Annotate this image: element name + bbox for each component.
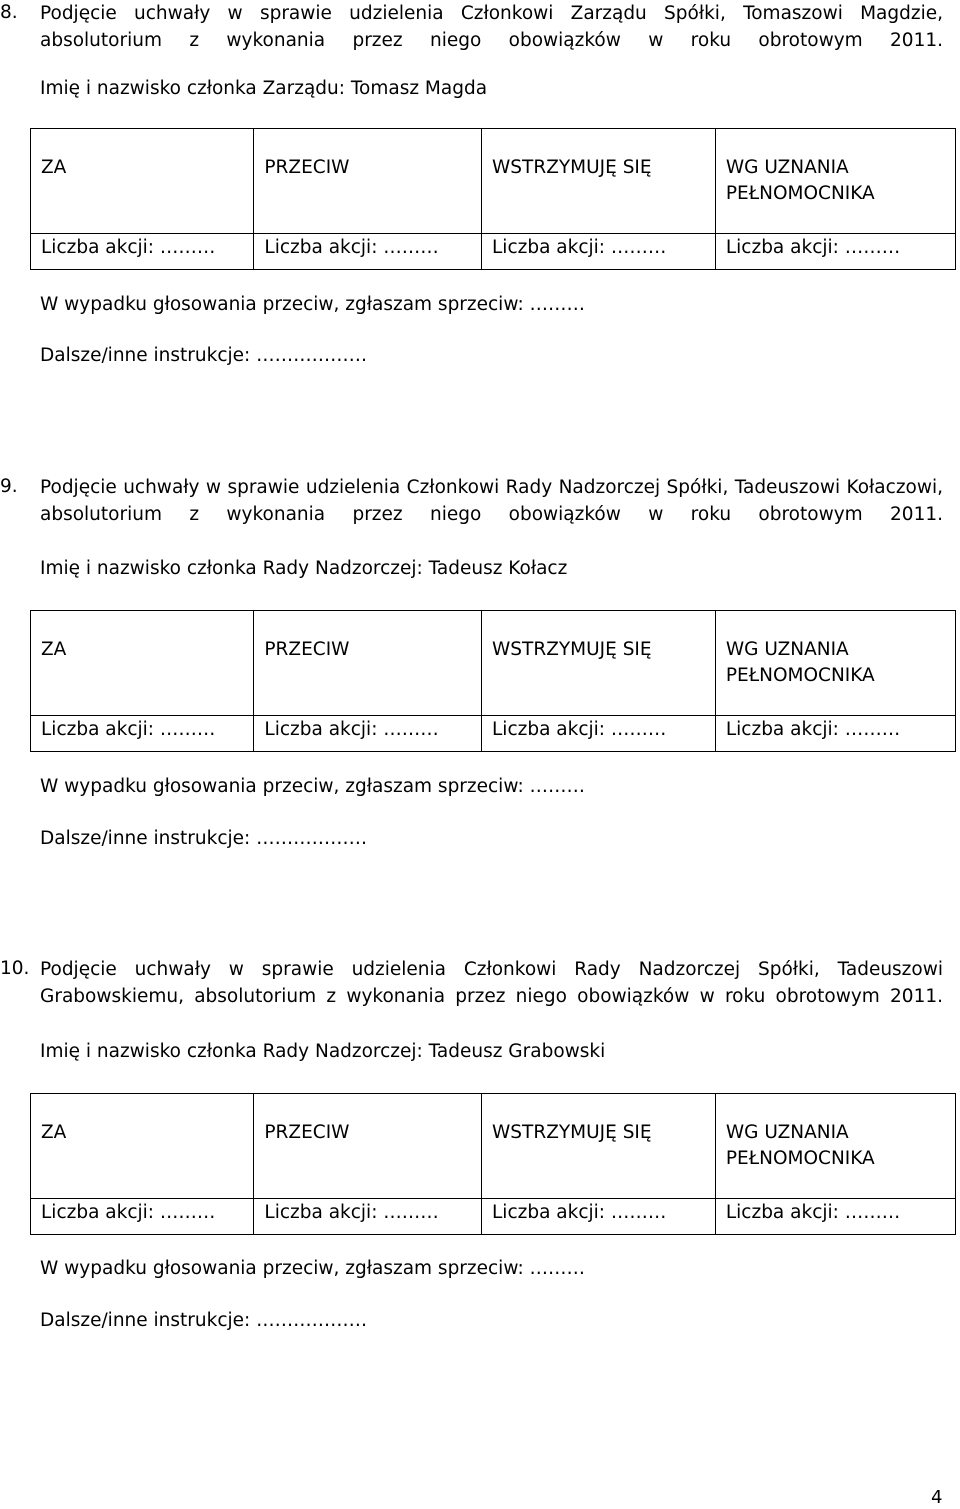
vote-option-proxy-discretion[interactable]: WG UZNANIA PEŁNOMOCNIKA	[715, 1094, 955, 1199]
objection-line[interactable]: W wypadku głosowania przeciw, zgłaszam sprzeciw: ………	[40, 294, 586, 315]
instructions-line[interactable]: Dalsze/inne instrukcje: ………………	[40, 345, 368, 366]
share-count-proxy-discretion[interactable]: Liczba akcji: ………	[715, 234, 955, 270]
vote-option-for[interactable]: ZA	[31, 1094, 254, 1199]
member-name-line: Imię i nazwisko członka Rady Nadzorczej: Tadeusz Kołacz	[40, 558, 568, 579]
member-name-line: Imię i nazwisko członka Rady Nadzorczej: Tadeusz Grabowski	[40, 1041, 606, 1062]
share-count-proxy-discretion[interactable]: Liczba akcji: ………	[715, 1199, 955, 1235]
objection-line[interactable]: W wypadku głosowania przeciw, zgłaszam sprzeciw: ………	[40, 776, 586, 797]
share-count-against[interactable]: Liczba akcji: ………	[254, 716, 482, 752]
objection-line[interactable]: W wypadku głosowania przeciw, zgłaszam sprzeciw: ………	[40, 1258, 586, 1279]
vote-table	[30, 128, 956, 270]
section-number: 10.	[0, 958, 30, 979]
share-count-for[interactable]: Liczba akcji: ………	[31, 716, 254, 752]
instructions-line[interactable]: Dalsze/inne instrukcje: ………………	[40, 828, 368, 849]
share-count-for[interactable]: Liczba akcji: ………	[31, 1199, 254, 1235]
instructions-line[interactable]: Dalsze/inne instrukcje: ………………	[40, 1310, 368, 1331]
vote-table	[30, 1093, 956, 1235]
vote-option-abstain[interactable]: WSTRZYMUJĘ SIĘ	[482, 1094, 716, 1199]
vote-option-proxy-discretion[interactable]: WG UZNANIA PEŁNOMOCNIKA	[715, 129, 955, 234]
vote-option-for[interactable]: ZA	[31, 129, 254, 234]
section-number: 9.	[0, 476, 18, 497]
vote-option-proxy-discretion[interactable]: WG UZNANIA PEŁNOMOCNIKA	[715, 611, 955, 716]
share-count-against[interactable]: Liczba akcji: ………	[254, 1199, 482, 1235]
vote-option-abstain[interactable]: WSTRZYMUJĘ SIĘ	[482, 129, 716, 234]
vote-table	[30, 610, 956, 752]
share-count-for[interactable]: Liczba akcji: ………	[31, 234, 254, 270]
share-count-abstain[interactable]: Liczba akcji: ………	[482, 234, 716, 270]
vote-option-against[interactable]: PRZECIW	[254, 129, 482, 234]
resolution-text: Podjęcie uchwały w sprawie udzielenia Członkowi Rady Nadzorczej Spółki, Tadeuszowi Grabowskiemu, absolutorium z wykonania przez niego obowiązków w roku obrotowym 2011.	[40, 959, 943, 1007]
resolution-text: Podjęcie uchwały w sprawie udzielenia Członkowi Rady Nadzorczej Spółki, Tadeuszowi Kołaczowi, absolutorium z wykonania przez niego obowiązków w roku obrotowym 2011.	[40, 477, 943, 525]
vote-option-for[interactable]: ZA	[31, 611, 254, 716]
share-count-abstain[interactable]: Liczba akcji: ………	[482, 1199, 716, 1235]
member-name-line: Imię i nazwisko członka Zarządu: Tomasz Magda	[40, 78, 488, 99]
vote-option-abstain[interactable]: WSTRZYMUJĘ SIĘ	[482, 611, 716, 716]
section-number: 8.	[0, 2, 18, 23]
resolution-text: Podjęcie uchwały w sprawie udzielenia Członkowi Zarządu Spółki, Tomaszowi Magdzie, absolutorium z wykonania przez niego obowiązków w roku obrotowym 2011.	[40, 3, 943, 51]
page-number: 4	[931, 1487, 943, 1508]
share-count-proxy-discretion[interactable]: Liczba akcji: ………	[715, 716, 955, 752]
share-count-against[interactable]: Liczba akcji: ………	[254, 234, 482, 270]
vote-option-against[interactable]: PRZECIW	[254, 1094, 482, 1199]
vote-option-against[interactable]: PRZECIW	[254, 611, 482, 716]
share-count-abstain[interactable]: Liczba akcji: ………	[482, 716, 716, 752]
